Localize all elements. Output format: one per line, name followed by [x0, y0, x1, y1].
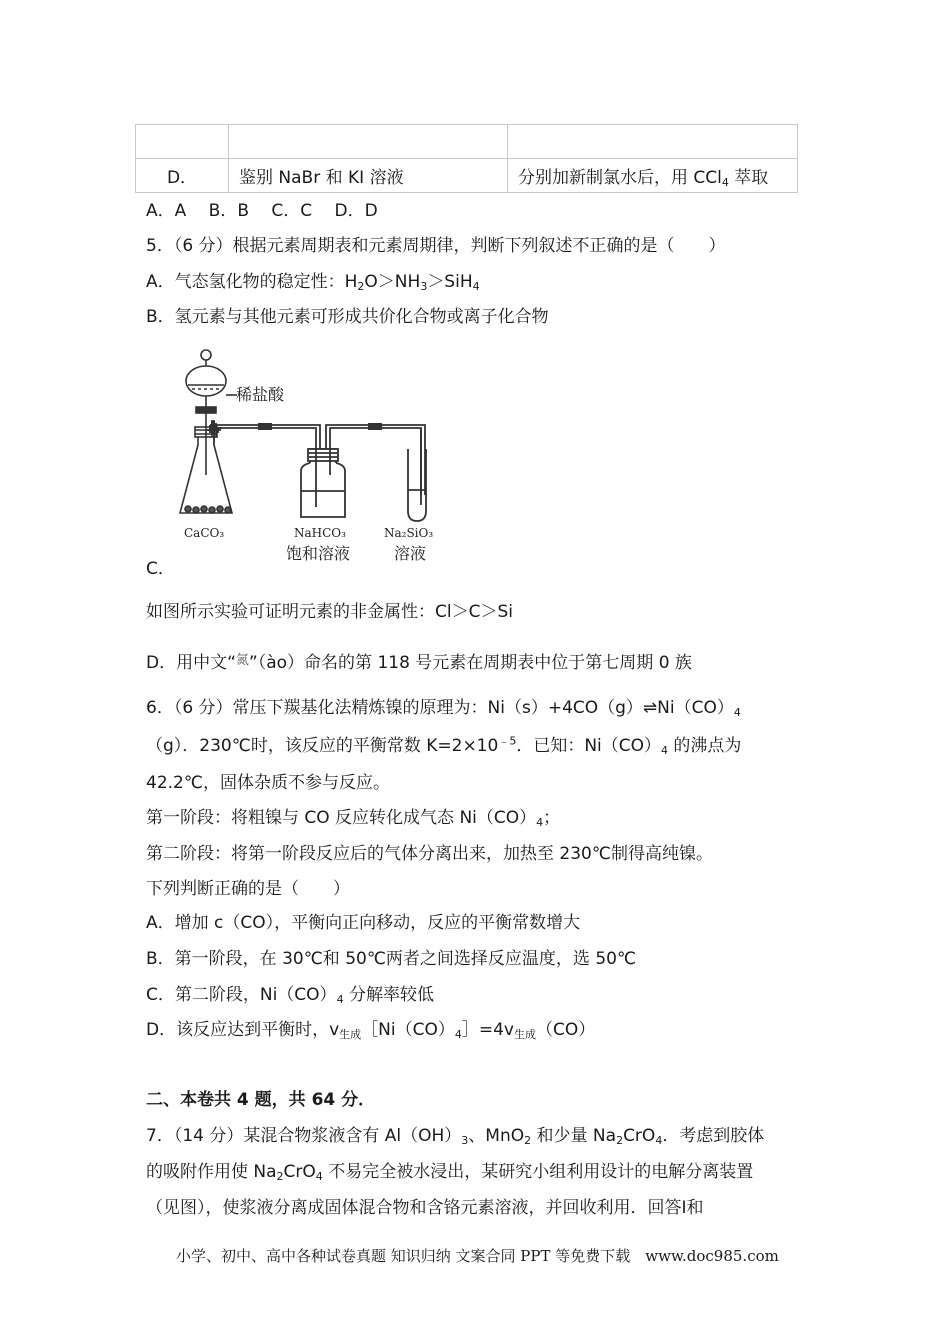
q6-line2: （g）．230℃时，该反应的平衡常数 $K=2\times 10^{﹣5}$．已知：$Ni(CO)_4$ 的沸点为: [146, 734, 742, 757]
table-cell: [136, 125, 229, 159]
q7-line1: 7．（14 分）某混合物浆液含有 $Al(OH)_3$、MnO$_2$ 和少量 $Na_2CrO_4$．考虑到胶体: [146, 1126, 765, 1147]
q6-line3: 42.2℃，固体杂质不参与反应。: [146, 773, 390, 793]
label-na2sio3-sub: 溶液: [394, 544, 427, 563]
label-na2sio3: Na₂SiO₃: [384, 526, 434, 540]
table-cell: [508, 125, 798, 159]
options-table: [135, 124, 798, 193]
label-caco3: CaCO₃: [184, 526, 225, 540]
q6-option-c: C．第二阶段，$Ni(CO)_4$ 分解率较低: [146, 985, 434, 1006]
q5-option-b: B．氢元素与其他元素可形成共价化合物或离子化合物: [146, 307, 549, 327]
q6-line1: 6．（6 分）常压下羰基化法精炼镍的原理为：$Ni(s)+4CO(g)\rightleftharpoons Ni(CO)_4$: [146, 698, 741, 719]
q6-stage2: 第二阶段：将第一阶段反应后的气体分离出来，加热至 230℃制得高纯镍。: [146, 844, 713, 864]
tube-clamp: [368, 423, 382, 430]
label-acid: 稀盐酸: [236, 385, 285, 404]
label-nahco3-sub: 饱和溶液: [286, 544, 351, 563]
apparatus-figure: [170, 345, 460, 575]
experiment-task: 鉴别 NaBr 和 KI 溶液: [229, 159, 508, 193]
q5-option-a: A．气态氢化物的稳定性：$H_2O>NH_3>SiH_4$: [146, 272, 480, 293]
q6-option-b: B．第一阶段，在 30℃和 50℃两者之间选择反应温度，选 50℃: [146, 949, 637, 969]
tube-clamp: [258, 423, 272, 430]
q5-option-d: D．用中文“$^氮$”（ào）命名的第 118 号元素在周期表中位于第七周期 0 族: [146, 653, 692, 673]
q5-option-c-label: C．: [146, 559, 175, 579]
experiment-method: 分别加新制氯水后，用 CCl$_4$ 萃取: [508, 159, 798, 193]
section-2-title: 二、本卷共 4 题，共 64 分．: [146, 1090, 376, 1110]
table-row: [136, 159, 798, 193]
q7-line3: （见图），使浆液分离成固体混合物和含铬元素溶液，并回收利用．回答Ⅰ和: [146, 1198, 704, 1218]
q4-answers: A．A B．B C．C D．D: [146, 201, 378, 221]
q5-option-c-text: 如图所示实验可证明元素的非金属性：Cl＞C＞Si: [146, 602, 513, 622]
label-nahco3: NaHCO₃: [294, 526, 346, 540]
q5-stem: 5．（6 分）根据元素周期表和元素周期律，判断下列叙述不正确的是（ ）: [146, 236, 726, 256]
q6-stage1: 第一阶段：将粗镍与 CO 反应转化成气态 $Ni(CO)_4$；: [146, 808, 561, 829]
option-label: D．: [136, 159, 229, 193]
table-cell: [229, 125, 508, 159]
page-footer: 小学、初中、高中各种试卷真题 知识归纳 文案合同 PPT 等免费下载 www.doc985.com: [176, 1247, 779, 1265]
table-row: [136, 125, 798, 159]
q6-option-a: A．增加 c（CO），平衡向正向移动，反应的平衡常数增大: [146, 913, 581, 933]
q7-line2: 的吸附作用使 $Na_2CrO_4$ 不易完全被水浸出，某研究小组利用设计的电解分离装置: [146, 1162, 754, 1183]
q6-ask: 下列判断正确的是（ ）: [146, 879, 350, 899]
q6-option-d: D．该反应达到平衡时，$v_{生成}[Ni(CO)_4]=4v_{生成}(CO)$: [146, 1020, 596, 1041]
